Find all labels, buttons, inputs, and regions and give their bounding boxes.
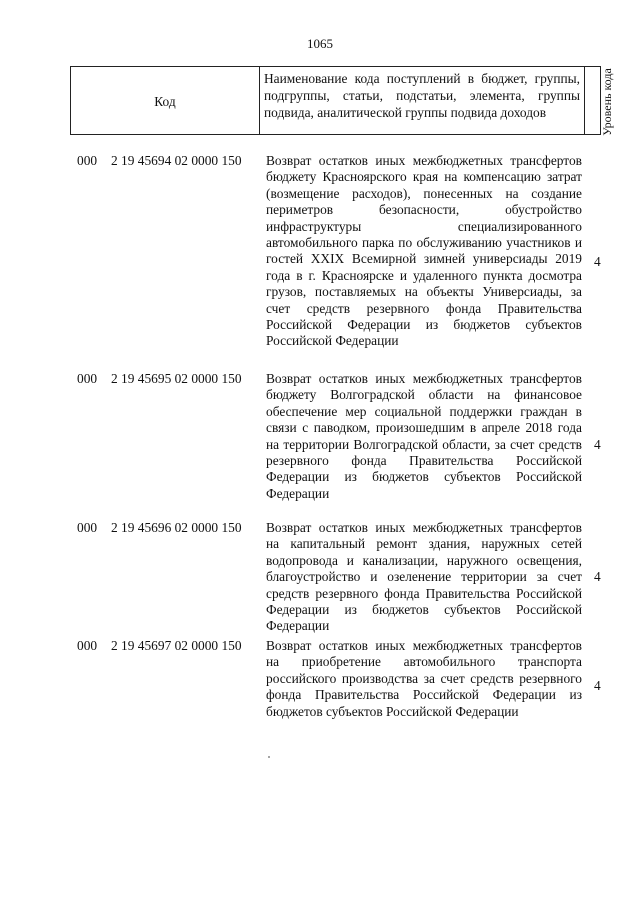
- row-description: Возврат остатков иных межбюджетных трансфертов на капитальный ремонт здания, наружных сетей водопровода и канализации, наружного освещения, благоустройство и озеленение территории за счет средств резервного фонда Правительства Российской Федерации из бюджетов субъектов Российской Федерации: [266, 520, 582, 634]
- row-code: 2 19 45696 02 0000 150: [111, 520, 242, 535]
- row-level: 4: [594, 437, 601, 452]
- row-code: 2 19 45695 02 0000 150: [111, 371, 242, 386]
- row-prefix: 000: [77, 520, 98, 535]
- page-number: 1065: [307, 36, 333, 51]
- header-divider: [259, 67, 260, 134]
- row-prefix: 000: [77, 371, 98, 386]
- header-level: Уровень кода: [600, 68, 614, 136]
- row-description: Возврат остатков иных межбюджетных трансфертов бюджету Волгоградской области на финансовое обеспечение мер социальной поддержки граждан в связи с паводком, произошедшим в апреле 2018 года на территории Волгоградской области, за счет средств резервного фонда Правительства Российской Федерации из бюджетов субъектов Российской Федерации: [266, 371, 582, 501]
- row-prefix: 000: [77, 638, 98, 653]
- row-description: Возврат остатков иных межбюджетных трансфертов бюджету Красноярского края на компенсацию затрат (возмещение расходов), понесенных на создание периметров безопасности, обустройство инфраструктуры специализированного автомобильного парка по обслуживанию участников и гостей XXIX Всемирной зимней универсиады 2019 года в г. Красноярске и удаленного пункта досмотра грузов, поставляемых на объекты Универсиады, за счет средств резервного фонда Правительства Российской Федерации из бюджетов субъектов Российской Федерации: [266, 153, 582, 349]
- scan-speck: [268, 756, 270, 758]
- header-name: Наименование кода поступлений в бюджет, группы, подгруппы, статьи, подстатьи, элемента, группы подвида, аналитической группы подвида доходов: [264, 71, 580, 120]
- row-level: 4: [594, 678, 601, 693]
- header-divider: [584, 67, 585, 134]
- table-header: [70, 66, 614, 136]
- row-description: Возврат остатков иных межбюджетных трансфертов на приобретение автомобильного транспорта российского производства за счет средств резервного фонда Правительства Российской Федерации из бюджетов субъектов Российской Федерации: [266, 638, 582, 719]
- row-level: 4: [594, 569, 601, 584]
- row-prefix: 000: [77, 153, 98, 168]
- row-code: 2 19 45694 02 0000 150: [111, 153, 242, 168]
- row-level: 4: [594, 254, 601, 269]
- header-code: Код: [154, 93, 176, 109]
- row-code: 2 19 45697 02 0000 150: [111, 638, 242, 653]
